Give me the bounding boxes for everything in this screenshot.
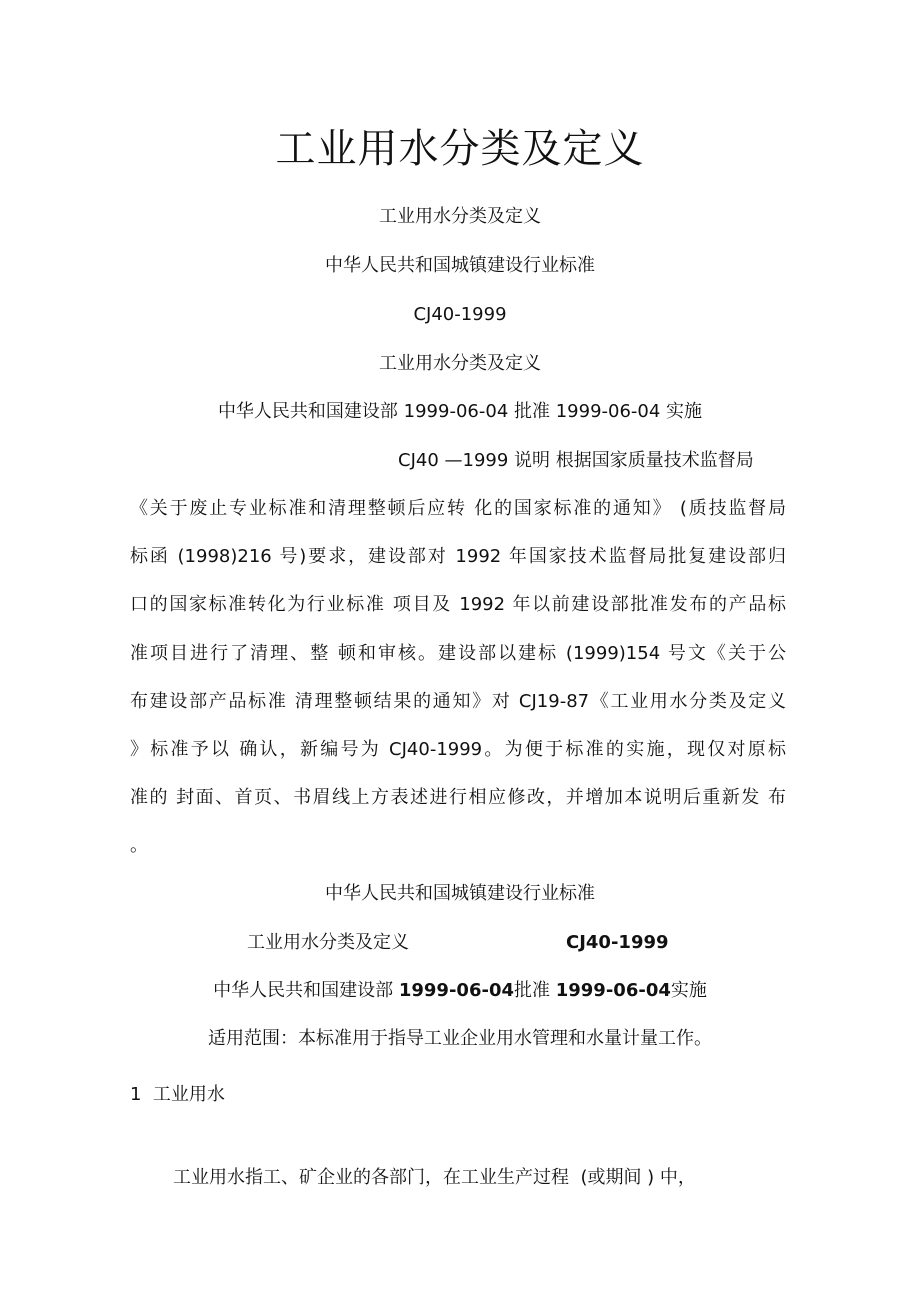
approval-prefix: 中华人民共和国建设部 — [213, 980, 394, 1001]
effective-date: 1999-06-04 — [555, 980, 671, 1001]
section-heading: 1 工业用水 — [130, 1084, 225, 1105]
standard-header: 中华人民共和国城镇建设行业标准 — [325, 883, 595, 904]
explanation-line: 布建设部产品标准 清理整顿结果的通知》对 CJ19-87《工业用水分类及定义 — [130, 691, 786, 712]
approve-date: 1999-06-04 — [398, 980, 514, 1001]
explanation-line: 准的 封面、首页、书眉线上方表述进行相应修改，并增加本说明后重新发 布 — [130, 787, 786, 808]
approval-line — [0, 979, 920, 1003]
scope-statement: 适用范围：本标准用于指导工业企业用水管理和水量计量工作。 — [208, 1028, 712, 1049]
standard-title: 工业用水分类及定义 — [247, 932, 409, 953]
standard-code: CJ40-1999 — [566, 932, 669, 953]
explanation-line: 《关于废止专业标准和清理整顿后应转 化的国家标准的通知》 (质技监督局 — [130, 498, 786, 519]
explanation-line: 》标准予以 确认，新编号为 CJ40-1999。为便于标准的实施，现仅对原标 — [130, 739, 786, 760]
header-line-code: CJ40-1999 — [413, 304, 507, 325]
effective-label: 实施 — [670, 980, 707, 1001]
explanation-line: 准项目进行了清理、整 顿和审核。建设部以建标 (1999)154 号文《关于公 — [130, 643, 786, 664]
header-line-approval: 中华人民共和国建设部 1999-06-04 批准 1999-06-04 实施 — [217, 401, 703, 422]
approve-label: 批准 — [514, 980, 550, 1001]
explanation-line: 口的国家标准转化为行业标准 项目及 1992 年以前建设部批准发布的产品标 — [130, 594, 786, 615]
header-line-title: 工业用水分类及定义 — [379, 206, 541, 227]
section-text: 工业用水指工、矿企业的各部门，在工业生产过程 (或期间 ) 中， — [173, 1167, 696, 1188]
header-line-standard: 中华人民共和国城镇建设行业标准 — [325, 255, 595, 276]
explanation-line: 标函 (1998)216 号)要求，建设部对 1992 年国家技术监督局批复建设部归 — [130, 546, 786, 567]
explanation-first-line: CJ40 —1999 说明 根据国家质量技术监督局 — [398, 450, 754, 471]
document-title: 工业用水分类及定义 — [275, 126, 645, 172]
header-line-title-repeat: 工业用水分类及定义 — [379, 353, 541, 374]
explanation-last-line: 。 — [130, 835, 148, 856]
